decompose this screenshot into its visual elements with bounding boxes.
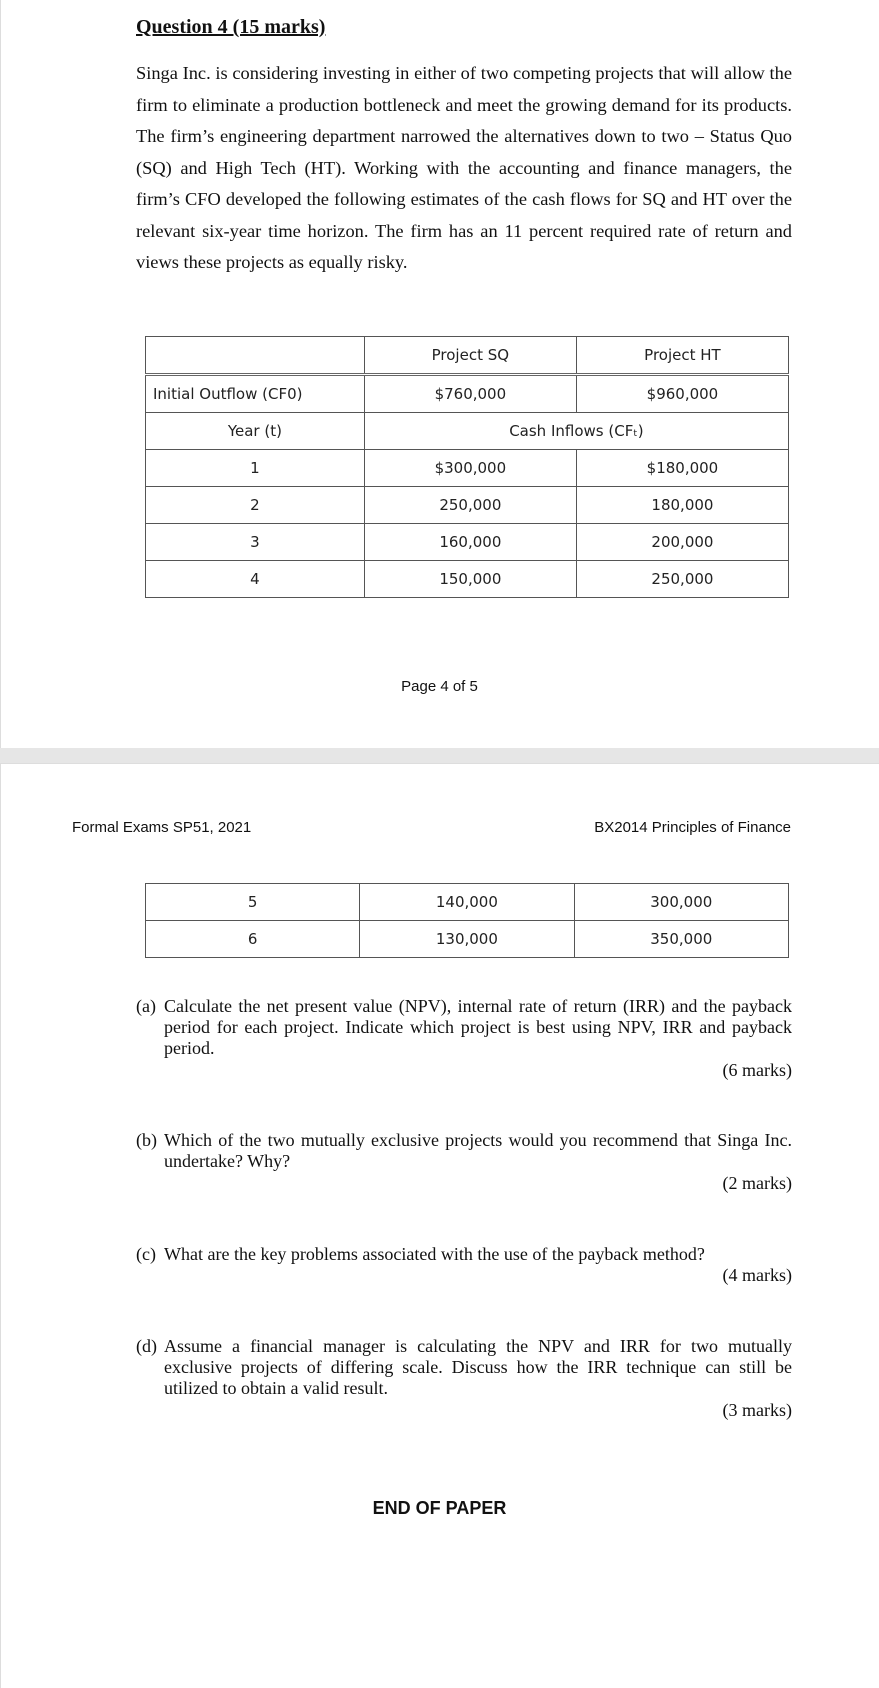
- part-label: (c): [136, 1244, 156, 1264]
- year-label: Year (t): [146, 413, 365, 450]
- question-intro: Singa Inc. is considering investing in either of two competing projects that will allow the firm to eliminate a production bottleneck and meet the growing demand for its products. The firm’s engineering department narrowed the alternatives down to two – Status Quo (SQ) and High Tech (HT). Working with the accounting and finance managers, the firm’s CFO developed the following estimates of the cash flows for SQ and HT over the relevant six-year time horizon. The firm has an 11 percent required rate of return and views these projects as equally risky.: [136, 63, 792, 272]
- cash-inflows-label: Cash Inflows (CFₜ): [364, 413, 788, 450]
- sq-cell: $300,000: [364, 450, 576, 487]
- col-header-sq: Project SQ: [364, 337, 576, 375]
- table-row: [146, 450, 789, 487]
- sq-cell: 160,000: [364, 524, 576, 561]
- year-cell: 4: [146, 561, 365, 598]
- header-course-name: BX2014 Principles of Finance: [594, 819, 791, 836]
- sq-cell: 150,000: [364, 561, 576, 598]
- ht-cell: 300,000: [574, 884, 788, 921]
- cash-flow-table-continued: [145, 883, 789, 958]
- part-text: Assume a financial manager is calculating the NPV and IRR for two mutually exclusive projects of differing scale. Discuss how the IRR technique can still be utilized to obtain a valid result.: [164, 1336, 792, 1398]
- initial-outflow-ht: $960,000: [576, 375, 788, 413]
- sq-cell: 130,000: [360, 921, 574, 958]
- year-cell: 3: [146, 524, 365, 561]
- table-row: [146, 561, 789, 598]
- year-cell: 6: [146, 921, 360, 958]
- ht-cell: 250,000: [576, 561, 788, 598]
- end-of-paper: END OF PAPER: [372, 1498, 507, 1518]
- ht-cell: 350,000: [574, 921, 788, 958]
- part-text: Which of the two mutually exclusive projects would you recommend that Singa Inc. undertake? Why?: [164, 1130, 792, 1171]
- table-row: [146, 884, 789, 921]
- table-row: [146, 487, 789, 524]
- year-cell: 2: [146, 487, 365, 524]
- part-label: (d): [136, 1336, 157, 1356]
- marks-a: (6 marks): [722, 1060, 792, 1080]
- part-label: (b): [136, 1130, 157, 1150]
- ht-cell: 200,000: [576, 524, 788, 561]
- initial-outflow-sq: $760,000: [364, 375, 576, 413]
- page-gap: [0, 748, 879, 763]
- cash-flow-table: [145, 336, 789, 598]
- header-exam-name: Formal Exams SP51, 2021: [72, 819, 252, 836]
- marks-d: (3 marks): [722, 1400, 792, 1420]
- part-label: (a): [136, 996, 156, 1016]
- sq-cell: 250,000: [364, 487, 576, 524]
- question-title: Question 4 (15 marks): [136, 16, 326, 38]
- question-part-a: [136, 996, 792, 1059]
- sq-cell: 140,000: [360, 884, 574, 921]
- question-part-d: [136, 1336, 792, 1399]
- marks-c: (4 marks): [722, 1265, 792, 1285]
- part-text: Calculate the net present value (NPV), internal rate of return (IRR) and the payback period for each project. Indicate which project is best using NPV, IRR and payback period.: [164, 996, 792, 1058]
- table-corner-cell: [146, 337, 365, 375]
- exam-page-4: [0, 0, 879, 748]
- year-cell: 1: [146, 450, 365, 487]
- page-number: Page 4 of 5: [401, 678, 478, 695]
- ht-cell: $180,000: [576, 450, 788, 487]
- col-header-ht: Project HT: [576, 337, 788, 375]
- ht-cell: 180,000: [576, 487, 788, 524]
- page-edge: [0, 0, 1, 748]
- initial-outflow-label: Initial Outflow (CF0): [146, 375, 365, 413]
- marks-b: (2 marks): [722, 1173, 792, 1193]
- year-header-row: [146, 413, 789, 450]
- table-row: [146, 921, 789, 958]
- question-part-c: [136, 1244, 792, 1265]
- page-edge: [0, 764, 1, 1688]
- table-row: [146, 524, 789, 561]
- question-part-b: [136, 1130, 792, 1172]
- exam-page-5: [0, 763, 879, 1688]
- initial-outflow-row: [146, 375, 789, 413]
- table-header-row: [146, 337, 789, 375]
- part-text: What are the key problems associated with the use of the payback method?: [164, 1244, 705, 1264]
- year-cell: 5: [146, 884, 360, 921]
